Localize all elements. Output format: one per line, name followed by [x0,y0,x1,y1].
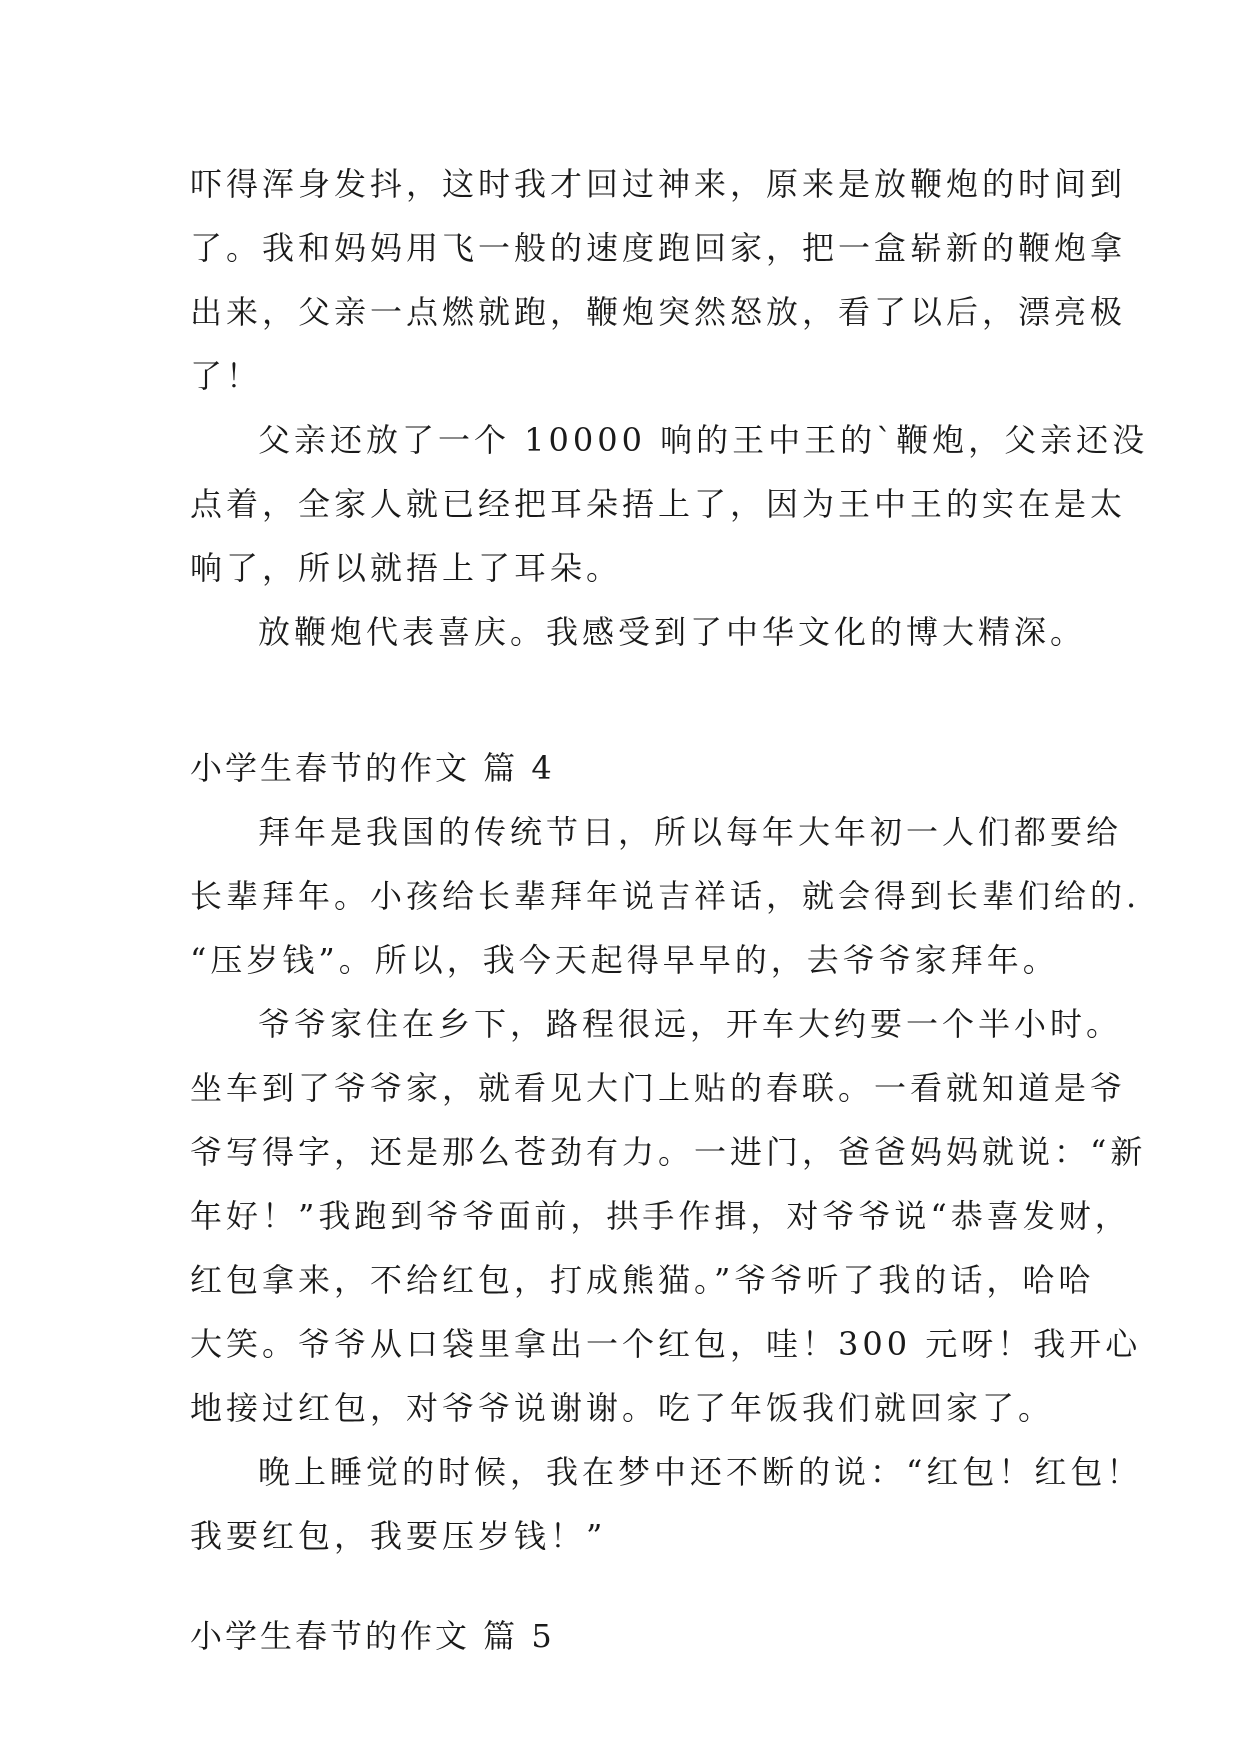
text-line: 长辈拜年。小孩给长辈拜年说吉祥话，就会得到长辈们给的. [190,877,1141,915]
text-line: 拜年是我国的传统节日，所以每年大年初一人们都要给 [258,813,1123,851]
paragraph [190,992,1147,1440]
paragraph [190,1440,1143,1568]
text-line: 出来，父亲一点燃就跑，鞭炮突然怒放，看了以后，漂亮极 [190,293,1127,331]
text-line: 大笑。爷爷从口袋里拿出一个红包，哇！300 元呀！我开心 [190,1325,1142,1363]
text-line: 地接过红包，对爷爷说谢谢。吃了年饭我们就回家了。 [190,1389,1055,1427]
text-line: 放鞭炮代表喜庆。我感受到了中华文化的博大精深。 [258,613,1087,651]
section-heading: 小学生春节的作文 篇 5 [190,1617,555,1655]
text-line: 了！ [190,357,263,395]
text-line: 响了，所以就捂上了耳朵。 [190,549,623,587]
section-heading: 小学生春节的作文 篇 4 [190,749,555,787]
text-line: 父亲还放了一个 10000 响的王中王的`鞭炮，父亲还没 [258,421,1149,459]
text-line: 我要红包，我要压岁钱！” [190,1517,607,1555]
text-line: 晚上睡觉的时候，我在梦中还不断的说：“红包！红包！ [258,1453,1143,1491]
text-line: “压岁钱”。所以，我今天起得早早的，去爷爷家拜年。 [190,941,1059,979]
paragraph [190,152,1127,408]
text-line: 吓得浑身发抖，这时我才回过神来，原来是放鞭炮的时间到 [190,165,1127,203]
text-line: 爷爷家住在乡下，路程很远，开车大约要一个半小时。 [258,1005,1123,1043]
text-line: 红包拿来，不给红包，打成熊猫。”爷爷听了我的话，哈哈 [190,1261,1095,1299]
paragraph [190,600,1087,664]
text-line: 了。我和妈妈用飞一般的速度跑回家，把一盒崭新的鞭炮拿 [190,229,1127,267]
text-line: 点着，全家人就已经把耳朵捂上了，因为王中王的实在是太 [190,485,1127,523]
paragraph [190,408,1149,600]
text-line: 年好！”我跑到爷爷面前，拱手作揖，对爷爷说“恭喜发财， [190,1197,1131,1235]
text-line: 爷写得字，还是那么苍劲有力。一进门，爸爸妈妈就说：“新 [190,1133,1147,1171]
paragraph [190,800,1141,992]
text-line: 坐车到了爷爷家，就看见大门上贴的春联。一看就知道是爷 [190,1069,1127,1107]
